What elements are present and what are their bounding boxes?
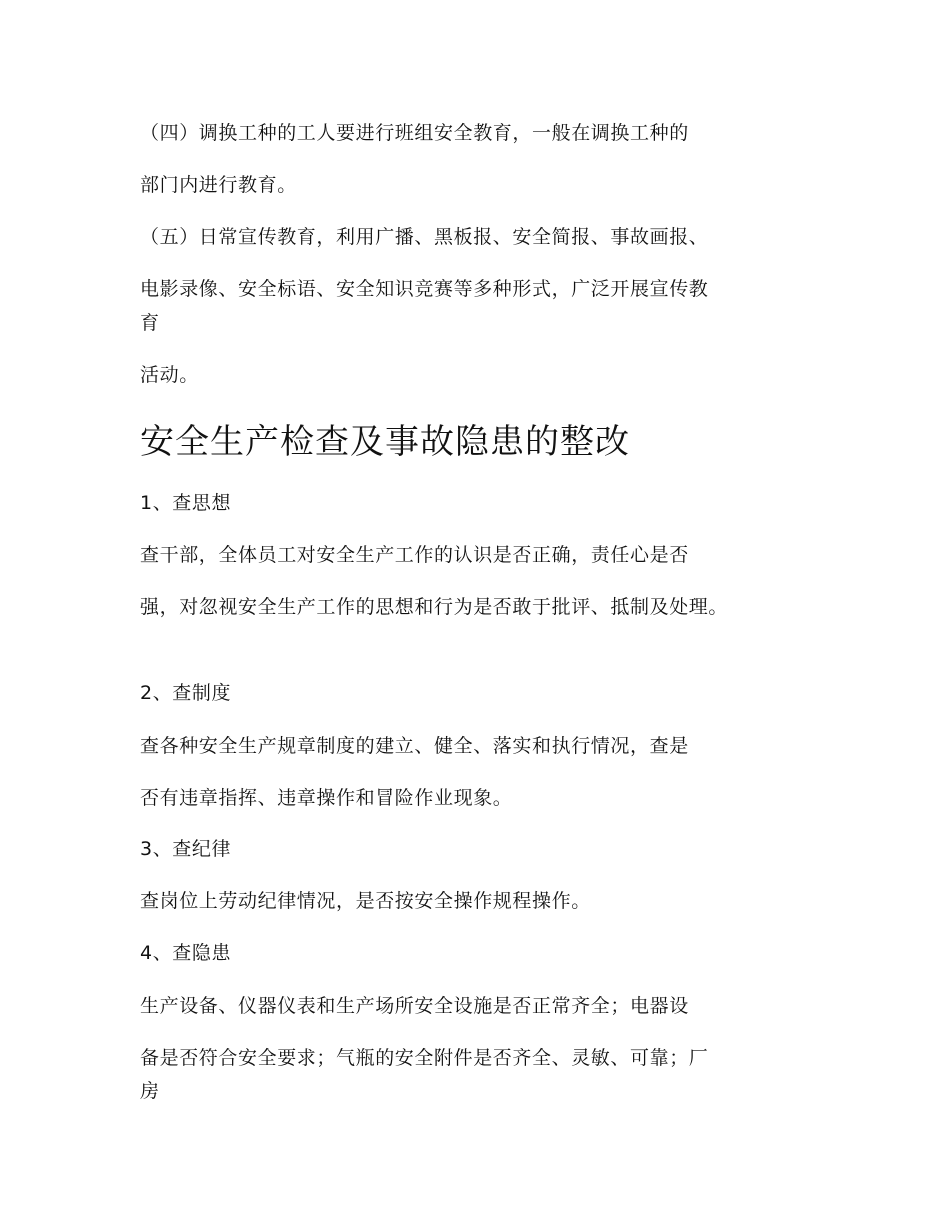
paragraph-line: 房 <box>140 1080 160 1102</box>
paragraph-line: 否有违章指挥、违章操作和冒险作业现象。 <box>140 787 513 809</box>
item-heading: 1、查思想 <box>140 492 232 514</box>
paragraph-line: 查各种安全生产规章制度的建立、健全、落实和执行情况，查是 <box>140 735 689 757</box>
paragraph-line: 生产设备、仪器仪表和生产场所安全设施是否正常齐全；电器设 <box>140 995 689 1017</box>
paragraph-line: 部门内进行教育。 <box>140 174 297 196</box>
item-heading: 2、查制度 <box>140 682 232 704</box>
paragraph-line: 育 <box>140 312 160 334</box>
paragraph-line: 强，对忽视安全生产工作的思想和行为是否敢于批评、抵制及处理。 <box>140 596 729 618</box>
paragraph-line: 活动。 <box>140 364 199 386</box>
paragraph-line: 电影录像、安全标语、安全知识竞赛等多种形式，广泛开展宣传教 <box>140 278 709 300</box>
paragraph-line: 查干部，全体员工对安全生产工作的认识是否正确，责任心是否 <box>140 544 689 566</box>
section-title: 安全生产检查及事故隐患的整改 <box>140 422 630 462</box>
paragraph-line: （五）日常宣传教育，利用广播、黑板报、安全简报、事故画报、 <box>140 226 709 248</box>
paragraph-line: 备是否符合安全要求；气瓶的安全附件是否齐全、灵敏、可靠；厂 <box>140 1047 709 1069</box>
paragraph-line: （四）调换工种的工人要进行班组安全教育，一般在调换工种的 <box>140 122 689 144</box>
item-heading: 4、查隐患 <box>140 942 232 964</box>
item-heading: 3、查纪律 <box>140 838 232 860</box>
paragraph-line: 查岗位上劳动纪律情况，是否按安全操作规程操作。 <box>140 890 591 912</box>
